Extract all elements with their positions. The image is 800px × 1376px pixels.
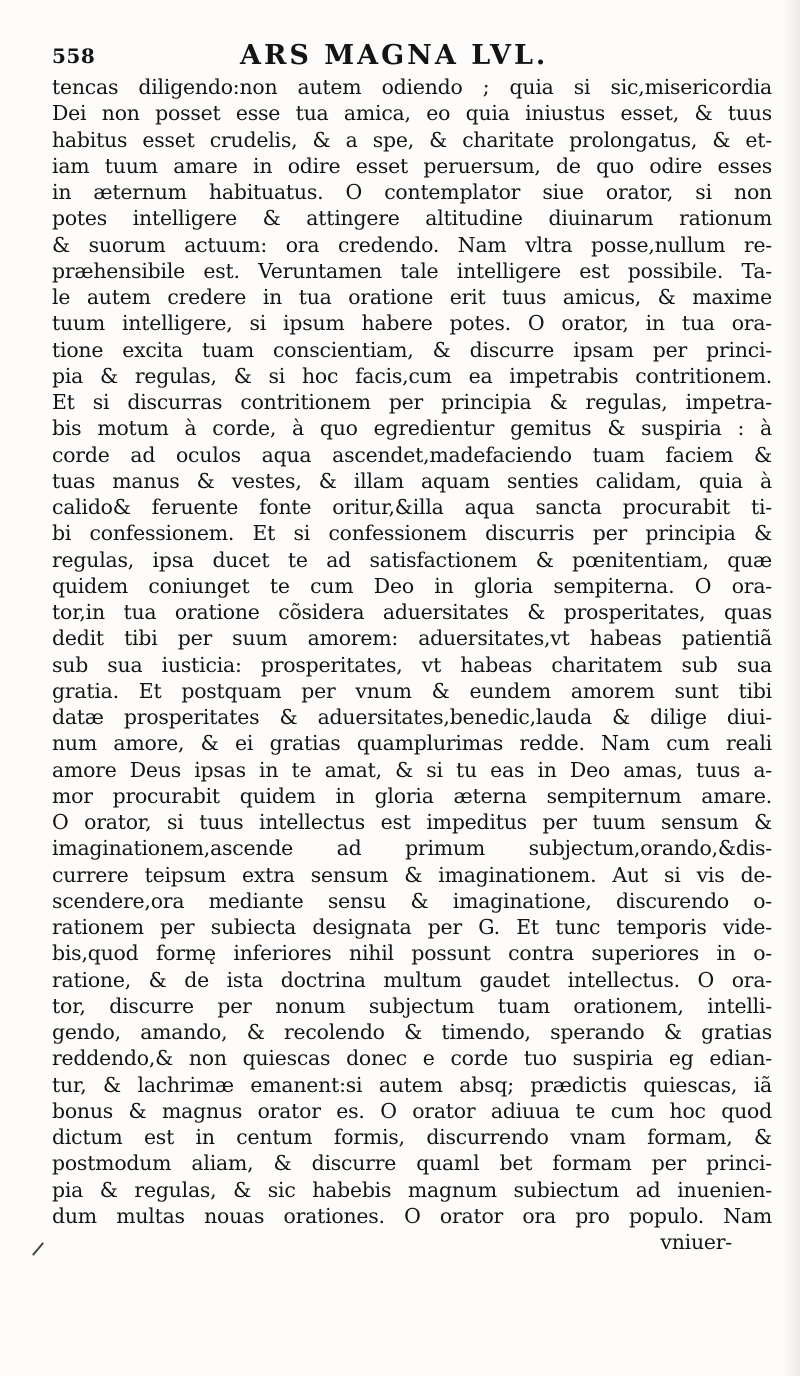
text-line: num amore, & ei gratias quamplurimas redde. Nam cum reali xyxy=(52,731,772,756)
text-line: scendere,ora mediante sensu & imaginatione, discurendo o- xyxy=(52,888,772,913)
text-line: dedit tibi per suum amorem: aduersitates,vt habeas patientiã xyxy=(52,626,772,651)
text-line: tione excita tuam conscientiam, & discurre ipsam per princi- xyxy=(52,337,772,362)
page-number: 558 xyxy=(52,44,96,68)
text-line: bis,quod formę inferiores nihil possunt contra superiores in o- xyxy=(52,941,772,966)
text-line: bi confessionem. Et si confessionem discurris per principia & xyxy=(52,521,772,546)
text-line: tor,in tua oratione cõsidera aduersitates & prosperitates, quas xyxy=(52,600,772,624)
text-line: quidem coniunget te cum Deo in gloria sempiterna. O ora- xyxy=(52,573,772,598)
stray-ink-mark xyxy=(32,1242,44,1256)
text-line: & suorum actuum: ora credendo. Nam vltra posse,nullum re- xyxy=(52,232,772,257)
text-line: imaginationem,ascende ad primum subjectum,orando,&dis- xyxy=(52,836,772,861)
text-line: amore Deus ipsas in te amat, & si tu eas in Deo amas, tuus a- xyxy=(52,757,772,782)
running-title: ARS MAGNA LVL. xyxy=(240,40,549,71)
text-line: rationem per subiecta designata per G. Et tunc temporis vide- xyxy=(52,915,772,939)
text-line: gratia. Et postquam per vnum & eundem amorem sunt tibi xyxy=(52,678,772,703)
text-line: tuum intelligere, si ipsum habere potes. O orator, in tua ora- xyxy=(52,311,772,336)
text-line: ratione, & de ista doctrina multum gaudet intellectus. O ora- xyxy=(52,967,772,992)
text-line: dictum est in centum formis, discurrendo vnam formam, & xyxy=(52,1125,772,1149)
text-line: Dei non posset esse tua amica, eo quia iniustus esset, & tuus xyxy=(52,101,772,126)
text-line: tor, discurre per nonum subjectum tuam orationem, intelli- xyxy=(52,993,772,1018)
text-line: gendo, amando, & recolendo & timendo, sperando & gratias xyxy=(52,1020,772,1044)
text-line: iam tuum amare in odire esset peruersum, de quo odire esses xyxy=(52,153,772,178)
text-line: sub sua iusticia: prosperitates, vt habeas charitatem sub sua xyxy=(52,652,772,677)
text-line: datæ prosperitates & aduersitates,benedic,lauda & dilige diui- xyxy=(52,705,772,729)
text-line: regulas, ipsa ducet te ad satisfactionem & pœnitentiam, quæ xyxy=(52,547,772,572)
page-edge-shadow xyxy=(782,0,800,1376)
text-line: tuas manus & vestes, & illam aquam senties calidam, quia à xyxy=(52,468,772,493)
text-line: tur, & lachrimæ emanent:si autem absq; prædictis quiescas, iã xyxy=(52,1072,772,1097)
text-line: pia & regulas, & si hoc facis,cum ea impetrabis contritionem. xyxy=(52,363,772,388)
text-line: tencas diligendo:non autem odiendo ; quia si sic,misericordia xyxy=(52,75,772,99)
body-text xyxy=(52,74,772,1255)
page-header xyxy=(52,40,752,72)
text-line: mor procurabit quidem in gloria æterna sempiternum amare. xyxy=(52,783,772,808)
text-line: calido& feruente fonte oritur,&illa aqua sancta procurabit ti- xyxy=(52,495,772,519)
catchword: vniuer- xyxy=(660,1230,732,1254)
text-line: habitus esset crudelis, & a spe, & charitate prolongatus, & et- xyxy=(52,127,772,152)
text-line: bis motum à corde, à quo egredientur gemitus & suspiria : à xyxy=(52,416,772,441)
text-line: Et si discurras contritionem per principia & regulas, impetra- xyxy=(52,390,772,414)
text-line: potes intelligere & attingere altitudine diuinarum rationum xyxy=(52,206,772,231)
text-line: corde ad oculos aqua ascendet,madefaciendo tuam faciem & xyxy=(52,442,772,467)
text-line: le autem credere in tua oratione erit tuus amicus, & maxime xyxy=(52,285,772,309)
text-line: dum multas nouas orationes. O orator ora pro populo. Nam xyxy=(52,1203,772,1228)
text-line: bonus & magnus orator es. O orator adiuua te cum hoc quod xyxy=(52,1098,772,1123)
text-line: pia & regulas, & sic habebis magnum subiectum ad inuenien- xyxy=(52,1177,772,1202)
text-line: in æternum habituatus. O contemplator siue orator, si non xyxy=(52,180,772,204)
text-line: præhensibile est. Veruntamen tale intelligere est possibile. Ta- xyxy=(52,258,772,283)
text-line: postmodum aliam, & discurre quaml bet formam per princi- xyxy=(52,1151,772,1176)
text-line: O orator, si tuus intellectus est impeditus per tuum sensum & xyxy=(52,810,772,834)
text-line: currere teipsum extra sensum & imaginationem. Aut si vis de- xyxy=(52,862,772,887)
text-line: reddendo,& non quiescas donec e corde tuo suspiria eg edian- xyxy=(52,1046,772,1071)
